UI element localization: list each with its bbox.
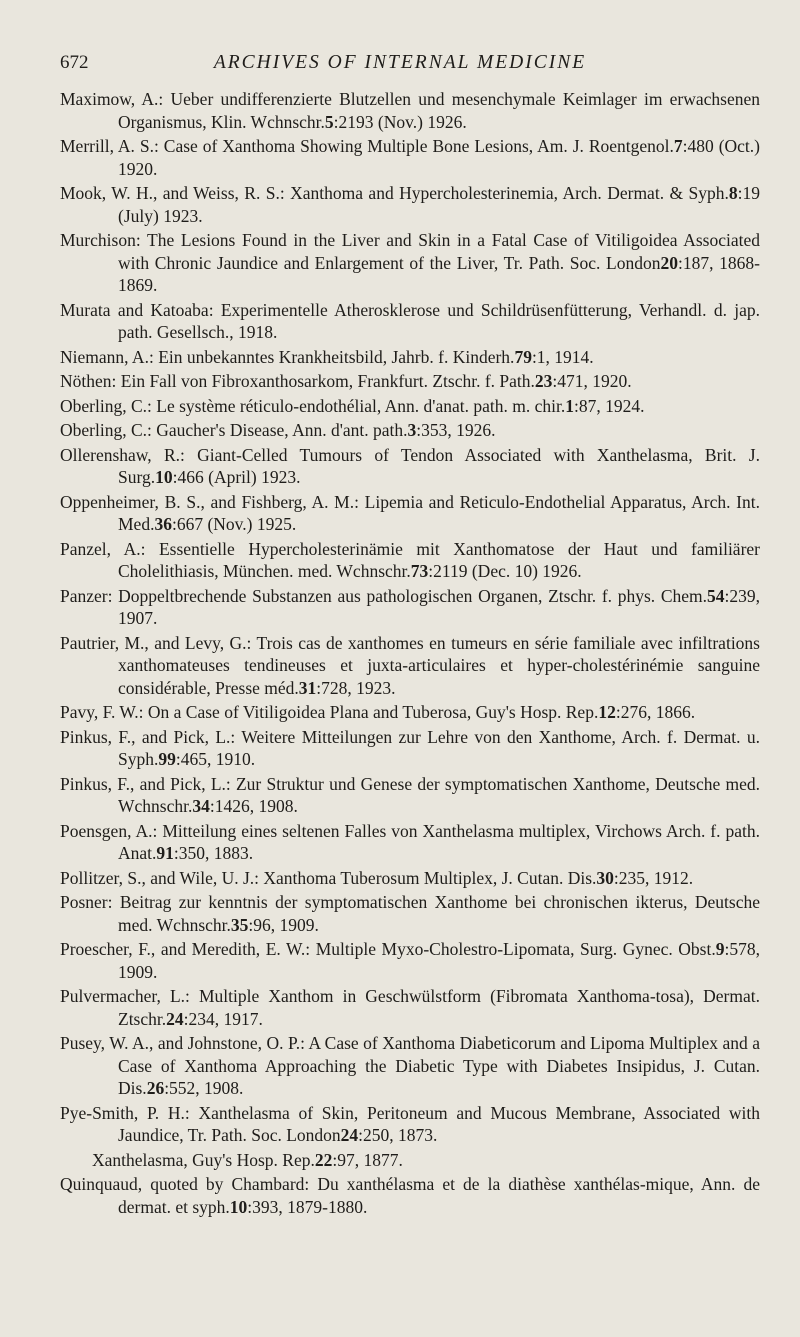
reference-text: The Lesions Found in the Liver and Skin in a Fatal Case of Vitiligoidea Associated with Chronic Jaundice and Enlargement of the Liver, Tr. Path. Soc. London — [118, 230, 760, 273]
reference-author: Maximow, A.: — [60, 89, 164, 109]
reference-entry — [60, 419, 760, 442]
reference-text: Xanthelasma of Skin, Peritoneum and Mucous Membrane, Associated with Jaundice, Tr. Path. Soc. London — [118, 1102, 760, 1145]
reference-entry — [60, 299, 760, 344]
reference-volume: 8 — [728, 183, 738, 203]
reference-volume: 24 — [340, 1125, 359, 1145]
reference-author: Mook, W. H., and Weiss, R. S.: — [60, 183, 285, 203]
reference-entry — [60, 773, 760, 818]
reference-text: Experimentelle Atherosklerose und Schildrüsenfütterung, Verhandl. d. jap. path. Gesellsch., 1918. — [118, 299, 760, 342]
reference-text: Du xanthélasma et de la diathèse xanthélas-mique, Ann. de dermat. et syph. — [118, 1174, 761, 1217]
reference-author: Oberling, C.: — [60, 395, 152, 416]
reference-author: Oberling, C.: — [60, 420, 152, 440]
reference-author: Poensgen, A.: — [60, 820, 158, 841]
reference-author: Proescher, F., and Meredith, E. W.: — [60, 939, 311, 959]
reference-volume: 5 — [324, 111, 334, 132]
reference-volume: 24 — [166, 1008, 184, 1029]
reference-author: Pautrier, M., and Levy, G.: — [60, 632, 252, 653]
reference-author: Murchison: — [60, 230, 141, 250]
reference-volume: 26 — [146, 1078, 165, 1098]
reference-author: Merrill, A. S.: — [60, 136, 159, 156]
reference-volume: 73 — [410, 561, 429, 581]
reference-pages: :239, 1907. — [118, 585, 760, 628]
reference-author: Posner: — [60, 892, 113, 912]
reference-text: A Case of Xanthoma Diabeticorum and Lipoma Multiplex and a Case of Xanthoma Approaching the Diabetic Type with Diabetes Insipidus, J. Cutan. Dis. — [118, 1033, 760, 1098]
reference-pages: :1426, 1908. — [209, 796, 298, 816]
reference-text: Case of Xanthoma Showing Multiple Bone Lesions, Am. J. Roentgenol. — [158, 136, 674, 156]
reference-entry — [60, 88, 760, 133]
reference-author: Pusey, W. A., and Johnstone, O. P.: — [60, 1033, 306, 1053]
reference-entry — [60, 891, 760, 936]
reference-pages: :667 (Nov.) 1925. — [171, 514, 297, 534]
reference-author: Pollitzer, S., and Wile, U. J.: — [60, 867, 260, 888]
reference-author: Pavy, F. W.: — [60, 702, 144, 722]
reference-pages: :353, 1926. — [416, 420, 496, 440]
reference-entry — [60, 820, 760, 865]
reference-pages: :276, 1866. — [615, 702, 696, 722]
reference-entry — [60, 1173, 760, 1218]
reference-author: Pulvermacher, L.: — [60, 986, 190, 1006]
reference-list — [60, 88, 760, 1220]
reference-volume: 79 — [514, 346, 532, 367]
reference-author: Pye-Smith, P. H.: — [60, 1102, 190, 1123]
reference-volume: 36 — [154, 514, 172, 534]
reference-pages: :465, 1910. — [175, 749, 256, 769]
reference-text: Multiple Myxo-Cholestro-Lipomata, Surg. Gynec. Obst. — [310, 939, 716, 959]
reference-author: Oppenheimer, B. S., and Fishberg, A. M.: — [60, 491, 359, 512]
reference-volume: 20 — [660, 252, 678, 273]
reference-text: Essentielle Hypercholesterinämie mit Xanthomatose der Haut und familiärer Cholelithiasis, München. med. Wchnschr. — [118, 538, 760, 581]
reference-text: Mitteilung eines seltenen Falles von Xanthelasma multiplex, Virchows Arch. f. path. Anat. — [118, 820, 760, 863]
reference-text: On a Case of Vitiligoidea Plana and Tuberosa, Guy's Hosp. Rep. — [143, 702, 599, 722]
reference-pages: :578, 1909. — [118, 939, 760, 982]
reference-volume: 34 — [192, 796, 210, 816]
reference-entry — [60, 985, 760, 1030]
reference-pages: :466 (April) 1923. — [172, 467, 301, 487]
page-header — [60, 52, 740, 78]
reference-entry — [60, 938, 760, 983]
reference-text: Ueber undifferenzierte Blutzellen und mesenchymale Keimlager im erwachsenen Organismus, Klin. Wchnschr. — [118, 89, 761, 132]
reference-author: Ollerenshaw, R.: — [60, 444, 185, 465]
reference-pages: :552, 1908. — [164, 1078, 244, 1098]
reference-pages: :235, 1912. — [613, 867, 694, 888]
reference-entry — [60, 229, 760, 297]
reference-entry — [60, 1032, 760, 1100]
page-number: 672 — [60, 52, 89, 73]
reference-text: Giant-Celled Tumours of Tendon Associated with Xanthelasma, Brit. J. Surg. — [118, 444, 760, 487]
reference-volume: 12 — [598, 702, 616, 722]
reference-volume: 30 — [596, 867, 614, 888]
reference-pages: :471, 1920. — [552, 371, 632, 391]
reference-text: Doppeltbrechende Substanzen aus pathologischen Organen, Ztschr. f. phys. Chem. — [112, 585, 707, 606]
reference-entry — [60, 135, 760, 180]
reference-pages: :1, 1914. — [531, 346, 594, 367]
reference-author: Niemann, A.: — [60, 346, 154, 367]
reference-entry — [60, 1102, 760, 1147]
reference-author: Panzer: — [60, 585, 113, 606]
reference-entry — [60, 632, 760, 700]
reference-volume: 99 — [158, 749, 176, 769]
reference-volume: 10 — [155, 467, 173, 487]
reference-pages: :97, 1877. — [332, 1149, 403, 1170]
reference-entry — [60, 370, 760, 393]
reference-pages: :393, 1879-1880. — [247, 1196, 368, 1217]
reference-volume: 31 — [298, 677, 317, 698]
reference-text: Multiple Xanthom in Geschwülstform (Fibromata Xanthoma-tosa), Dermat. Ztschr. — [118, 986, 760, 1029]
reference-volume: 7 — [673, 136, 683, 156]
reference-text: Le système réticulo-endothélial, Ann. d'anat. path. m. chir. — [151, 395, 566, 416]
reference-pages: :728, 1923. — [316, 677, 396, 698]
reference-text: Xanthoma and Hypercholesterinemia, Arch. Dermat. & Syph. — [284, 183, 729, 203]
reference-entry — [60, 538, 760, 583]
reference-pages: :350, 1883. — [173, 843, 254, 863]
reference-entry — [60, 585, 760, 630]
reference-text: Beitrag zur kenntnis der symptomatischen Xanthome bei chronischen ikterus, Deutsche med. Wchnschr. — [112, 892, 760, 935]
reference-volume: 10 — [229, 1196, 248, 1217]
reference-entry — [60, 867, 760, 890]
reference-entry — [60, 701, 760, 724]
reference-text: Xanthelasma, Guy's Hosp. Rep. — [92, 1149, 315, 1170]
reference-entry — [60, 182, 760, 227]
reference-pages: :250, 1873. — [358, 1125, 438, 1145]
reference-pages: :96, 1909. — [248, 914, 319, 935]
reference-volume: 23 — [534, 371, 553, 391]
reference-author: Pinkus, F., and Pick, L.: — [60, 726, 236, 747]
reference-volume: 54 — [707, 585, 725, 606]
reference-pages: :19 (July) 1923. — [118, 183, 760, 226]
reference-text: Lipemia and Reticulo-Endothelial Apparatus, Arch. Int. Med. — [118, 491, 760, 534]
reference-entry — [60, 444, 760, 489]
reference-pages: :187, 1868-1869. — [118, 252, 760, 295]
reference-volume: 1 — [565, 395, 574, 416]
reference-volume: 35 — [230, 914, 249, 935]
reference-pages: :2119 (Dec. 10) 1926. — [428, 561, 582, 581]
reference-volume: 22 — [314, 1149, 333, 1170]
reference-author: Murata and Katoaba: — [60, 299, 214, 320]
reference-entry — [60, 726, 760, 771]
reference-pages: :87, 1924. — [573, 395, 645, 416]
reference-pages: :234, 1917. — [183, 1008, 263, 1029]
reference-volume: 91 — [156, 843, 174, 863]
reference-pages: :480 (Oct.) 1920. — [118, 136, 760, 179]
reference-author: Pinkus, F., and Pick, L.: — [60, 773, 231, 794]
reference-entry — [60, 346, 760, 369]
reference-text: Ein Fall von Fibroxanthosarkom, Frankfurt. Ztschr. f. Path. — [116, 371, 535, 391]
reference-pages: :2193 (Nov.) 1926. — [333, 111, 467, 132]
reference-text: Xanthoma Tuberosum Multiplex, J. Cutan. Dis. — [259, 867, 597, 888]
reference-entry — [60, 491, 760, 536]
reference-author: Nöthen: — [60, 371, 117, 391]
reference-text: Ein unbekanntes Krankheitsbild, Jahrb. f. Kinderh. — [153, 346, 515, 367]
reference-text: Gaucher's Disease, Ann. d'ant. path. — [151, 420, 408, 440]
reference-text: Weitere Mitteilungen zur Lehre von den Xanthome, Arch. f. Dermat. u. Syph. — [118, 726, 760, 769]
reference-entry — [60, 395, 760, 418]
reference-author: Panzel, A.: — [60, 538, 146, 559]
reference-text: Trois cas de xanthomes en tumeurs en série familiale avec infiltrations xanthomateuses tendineuses et juxta-articulaires et hyper-cholestérinémie sanguine considérable, Presse méd. — [118, 632, 760, 698]
reference-author: Quinquaud, quoted by Chambard: — [60, 1174, 310, 1194]
reference-volume: 9 — [715, 939, 725, 959]
journal-title: ARCHIVES OF INTERNAL MEDICINE — [213, 52, 587, 73]
reference-entry — [60, 1149, 760, 1172]
reference-volume: 3 — [407, 420, 417, 440]
reference-text: Zur Struktur und Genese der symptomatischen Xanthome, Deutsche med. Wchnschr. — [118, 773, 760, 816]
